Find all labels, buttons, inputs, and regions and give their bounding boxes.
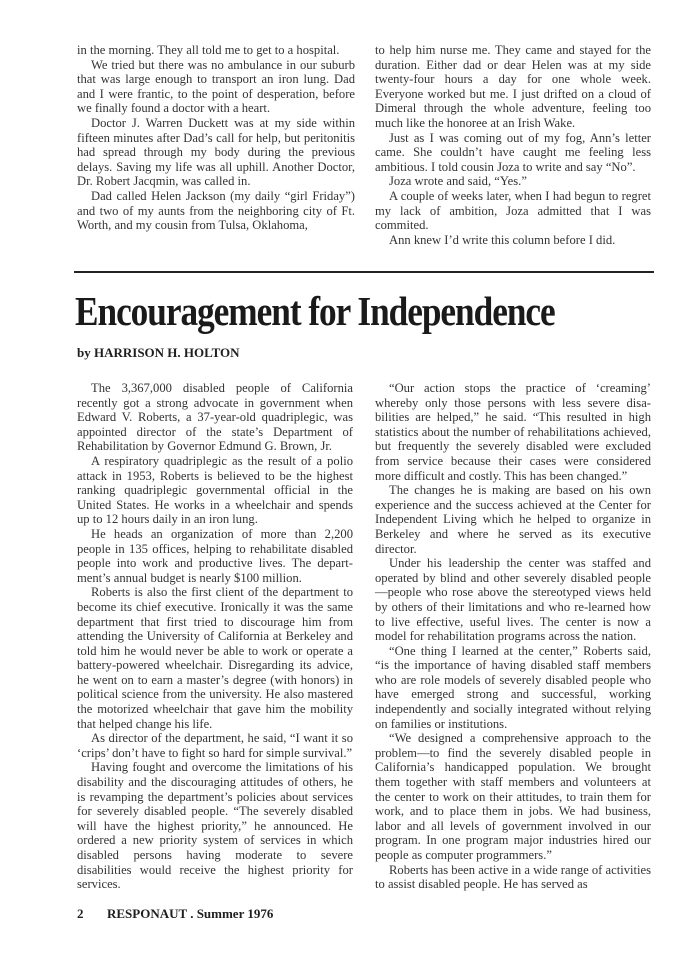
page-number: 2 (77, 906, 84, 921)
article-left-column (77, 381, 353, 892)
previous-article-left-column (77, 43, 355, 233)
previous-article-right-column (375, 43, 651, 247)
paragraph: to help him nurse me. They came and stayed for the duration. Either dad or dear Helen was at my side twenty-four hours a day for one whole week. Everyone worked but me. I just drifted on a cloud of Dimeral through the whole adventure, feeling too much like the honoree at an Irish Wake. (375, 43, 651, 130)
paragraph: He heads an organization of more than 2,200 people in 135 offices, helping to rehabilitate disabled people into work and productive lives. The department’s annual budget is nearly $100 million. (77, 526, 353, 585)
paragraph: The changes he is making are based on his own experience and the success achieved at the Center for Independent Living which he helped to organize in Berkeley and where he served as its executive director. (375, 483, 651, 556)
section-divider (74, 271, 654, 273)
paragraph: As director of the department, he said, “I want it so ‘crips’ don’t have to fight so hard for simple survival.” (77, 731, 353, 760)
paragraph: “We designed a comprehensive approach to the problem—to find the severely disabled people in California’s handicapped population. We brought them together with staff members and volunteers at the center to work on their attitudes, to train them for work, and to place them in jobs. We had business, labor and all levels of government involved in our program. In one program major industries hired our people as computer programmers.” (375, 731, 651, 862)
paragraph: Doctor J. Warren Duckett was at my side within fifteen minutes after Dad’s call for help, but peritonitis had spread through my body during the previous delays. Saving my life was all uphill. Another Doctor, Dr. Robert Jacqmin, was called in. (77, 115, 355, 189)
paragraph: Ann knew I’d write this column before I did. (389, 232, 616, 247)
publication-name: RESPONAUT . Summer 1976 (107, 906, 274, 921)
paragraph: We tried but there was no ambulance in our suburb that was large enough to transport an iron lung. Dad and I were frantic, to the point of desperation, before we finally found a doctor with a heart. (77, 57, 355, 116)
paragraph: in the morning. They all told me to get to a hospital. (77, 43, 340, 57)
paragraph: “One thing I learned at the center,” Roberts said, “is the importance of having disabled staff members who are role models of severely disabled people who have emerged strong and successful, working independently and socially integrated without relying on families or institutions. (375, 643, 651, 731)
article-headline: Encouragement for Independence (75, 288, 555, 334)
article-byline: by HARRISON H. HOLTON (77, 345, 240, 360)
paragraph: A respiratory quadriplegic as the result of a polio attack in 1953, Roberts is believed to be the highest ranking quadriplegic governmental official in the United States. He works in a wheelchair and spends up to 12 hours daily in an iron lung. (77, 453, 353, 527)
paragraph: The 3,367,000 disabled people of California recently got a strong advocate in government when Edward V. Roberts, a 37-year-old quadriplegic, was appointed director of the state’s Department of Rehabilitation by Governor Edmund G. Brown, Jr. (77, 381, 353, 454)
paragraph: Roberts is also the first client of the department to become its chief executive. Ironically it was the same department that first tried to discourage him from attending the University of California at Berkeley and told him he would never be able to work or operate a battery-powered wheelchair. Disregarding its advice, he went on to earn a master’s degree (with honors) in political science from the university. He also mastered the motorized wheelchair that gave him the mobility that helped change his life. (77, 585, 353, 731)
page-footer (77, 906, 273, 922)
paragraph: Having fought and overcome the limitations of his disability and the discouraging attitudes of others, he is revamping the department’s policies about services for severely disabled people. “The severely disabled will have the highest priority,” he announced. He ordered a new priority system of services in which disabled persons having moderate to severe disabilities would receive the highest priority for services. (77, 760, 353, 892)
paragraph: Roberts has been active in a wide range of activities to assist disabled people. He has served as (375, 862, 651, 892)
paragraph: Dad called Helen Jackson (my daily “girl Friday”) and two of my aunts from the neighboring city of Ft. Worth, and my cousin from Tulsa, Oklahoma, (77, 188, 355, 233)
paragraph: “Our action stops the practice of ‘creaming’ whereby only those persons with less severe disabilities are helped,” he said. “This resulted in high statistics about the number of rehabilitations achieved, but frequently the severely disabled were excluded from service because their cases were considered more difficult and costly. This has been changed.” (375, 381, 651, 483)
paragraph: A couple of weeks later, when I had begun to regret my lack of ambition, Joza admitted that I was commited. (375, 188, 651, 233)
paragraph: Joza wrote and said, “Yes.” (389, 174, 527, 189)
paragraph: Just as I was coming out of my fog, Ann’s letter came. She couldn’t have caught me feeling less ambitious. I told cousin Joza to write and say “No”. (375, 130, 651, 174)
article-right-column (375, 381, 651, 892)
paragraph: Under his leadership the center was staffed and operated by blind and other severely disabled people—people who rose above the stereotyped views held by others of their limitations and who re-learned how to live effective, useful lives. The center is now a model for rehabilitation programs across the nation. (375, 556, 651, 644)
